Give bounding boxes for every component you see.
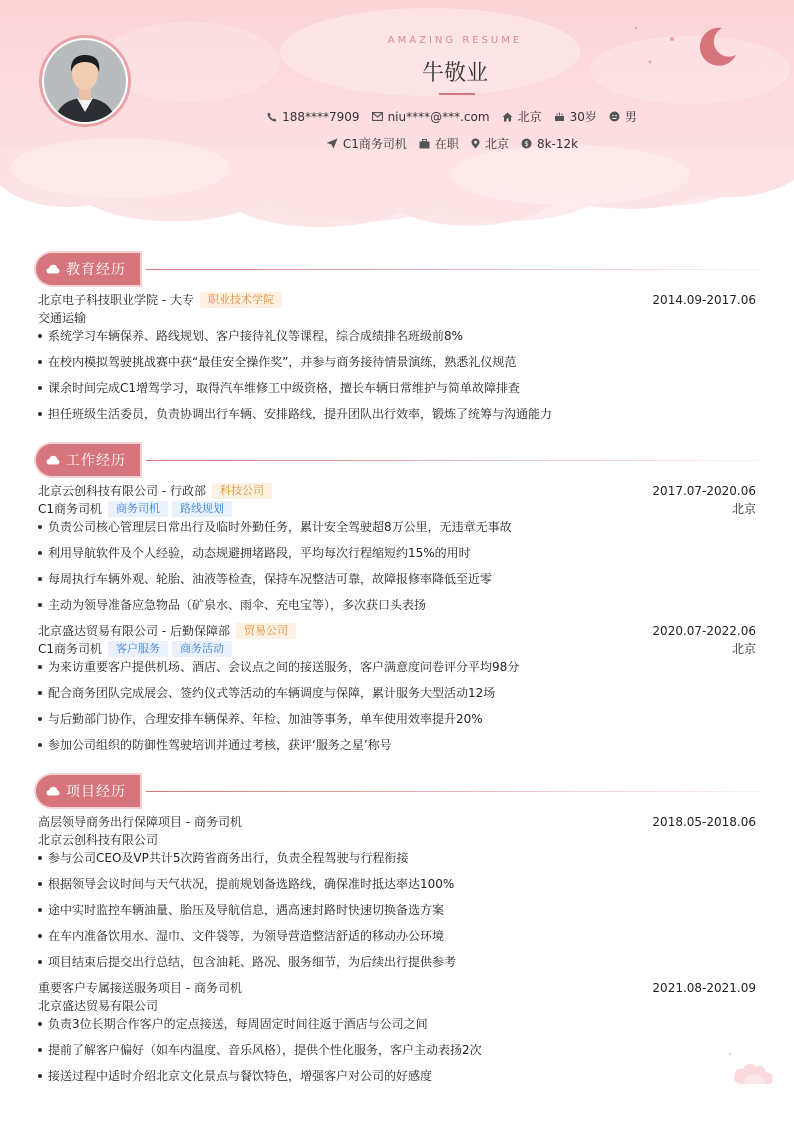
phone-info: 188****7909 — [267, 108, 359, 125]
list-item: 提前了解客户偏好（如车内温度、音乐风格），提供个性化服务，客户主动表扬2次 — [38, 1041, 756, 1067]
education-entry — [38, 291, 756, 431]
work-section-header — [36, 444, 760, 476]
decorative-cloud-icon — [726, 1048, 786, 1088]
school-type-tag: 职业技术学院 — [200, 292, 282, 308]
work-date: 2020.07-2022.06 — [652, 624, 756, 638]
company-name: 北京盛达贸易有限公司 - 后勤保障部 — [38, 624, 230, 638]
work-bullets — [38, 518, 756, 622]
project-section-title: 项目经历 — [36, 775, 140, 807]
list-item: 课余时间完成C1增驾学习，取得汽车维修工中级资格，擅长车辆日常维护与简单故障排查 — [38, 379, 756, 405]
home-city-info: 北京 — [502, 108, 542, 125]
list-item: 负责公司核心管理层日常出行及临时外勤任务，累计安全驾驶超8万公里，无违章无事故 — [38, 518, 756, 544]
section-divider — [146, 791, 760, 792]
list-item: 参与公司CEO及VP共计5次跨省商务出行，负责全程驾驶与行程衔接 — [38, 849, 756, 875]
gender-icon — [609, 111, 620, 122]
education-bullets — [38, 327, 756, 431]
gender-info: 男 — [609, 108, 637, 125]
company-name: 北京云创科技有限公司 - 行政部 — [38, 484, 206, 498]
project-name: 高层领导商务出行保障项目 - 商务司机 — [38, 815, 242, 829]
section-divider — [146, 269, 760, 270]
project-section-header — [36, 775, 760, 807]
skill-tag: 商务活动 — [172, 641, 232, 657]
work-bullets — [38, 658, 756, 762]
company-type-tag: 贸易公司 — [236, 623, 296, 639]
education-school-row — [38, 291, 756, 309]
education-major: 交通运输 — [38, 311, 87, 325]
cloud-icon — [46, 455, 60, 465]
job-intent-row — [0, 135, 794, 152]
work-date: 2017.07-2020.06 — [652, 484, 756, 498]
school-name: 北京电子科技职业学院 - 大专 — [38, 293, 194, 307]
send-icon — [326, 138, 338, 149]
list-item: 途中实时监控车辆油量、胎压及导航信息，遇高速封路时快速切换备选方案 — [38, 901, 756, 927]
section-divider — [146, 460, 760, 461]
phone-icon — [267, 112, 277, 122]
job-role: C1商务司机 — [38, 642, 103, 656]
job-title-info: C1商务司机 — [326, 135, 407, 152]
list-item: 参加公司组织的防御性驾驶培训并通过考核，获评‘服务之星’称号 — [38, 736, 756, 762]
money-icon — [521, 138, 532, 149]
project-name-row — [38, 813, 756, 831]
cloud-icon — [46, 786, 60, 796]
work-role-row — [38, 640, 756, 658]
project-company: 北京云创科技有限公司 — [38, 833, 159, 847]
skill-tag: 客户服务 — [108, 641, 168, 657]
project-entry — [38, 813, 756, 979]
project-bullets — [38, 1015, 756, 1093]
company-type-tag: 科技公司 — [212, 483, 272, 499]
job-role: C1商务司机 — [38, 502, 103, 516]
list-item: 项目结束后提交出行总结，包含油耗、路况、服务细节，为后续出行提供参考 — [38, 953, 756, 979]
work-company-row — [38, 482, 756, 500]
list-item: 每周执行车辆外观、轮胎、油液等检查，保持车况整洁可靠，故障报修率降低至近零 — [38, 570, 756, 596]
contact-row — [0, 108, 794, 125]
education-section-header — [36, 253, 760, 285]
list-item: 系统学习车辆保养、路线规划、客户接待礼仪等课程，综合成绩排名班级前8% — [38, 327, 756, 353]
work-entry — [38, 622, 756, 762]
list-item: 在车内准备饮用水、湿巾、文件袋等，为领导营造整洁舒适的移动办公环境 — [38, 927, 756, 953]
list-item: 配合商务团队完成展会、签约仪式等活动的车辆调度与保障，累计服务大型活动12场 — [38, 684, 756, 710]
list-item: 主动为领导准备应急物品（矿泉水、雨伞、充电宝等），多次获口头表扬 — [38, 596, 756, 622]
salary-info: $ 8k-12k — [521, 135, 578, 152]
project-name-row — [38, 979, 756, 997]
project-date: 2021.08-2021.09 — [652, 981, 756, 995]
project-entry — [38, 979, 756, 1093]
list-item: 在校内模拟驾驶挑战赛中获“最佳安全操作奖”，并参与商务接待情景演练，熟悉礼仪规范 — [38, 353, 756, 379]
skill-tag: 路线规划 — [172, 501, 232, 517]
work-company-row — [38, 622, 756, 640]
list-item: 根据领导会议时间与天气状况，提前规划备选路线，确保准时抵达率达100% — [38, 875, 756, 901]
job-city-info: 北京 — [471, 135, 509, 152]
age-info: 30岁 — [554, 108, 597, 125]
list-item: 负责3位长期合作客户的定点接送，每周固定时间往返于酒店与公司之间 — [38, 1015, 756, 1041]
project-name: 重要客户专属接送服务项目 - 商务司机 — [38, 981, 242, 995]
job-status-info: 在职 — [419, 135, 459, 152]
briefcase-icon — [419, 139, 430, 149]
work-section-title: 工作经历 — [36, 444, 140, 476]
work-city: 北京 — [731, 502, 756, 516]
list-item: 为来访重要客户提供机场、酒店、会议点之间的接送服务，客户满意度问卷评分平均98分 — [38, 658, 756, 684]
cloud-icon — [46, 264, 60, 274]
list-item: 接送过程中适时介绍北京文化景点与餐饮特色，增强客户对公司的好感度 — [38, 1067, 756, 1093]
svg-text:$: $ — [524, 140, 529, 149]
candidate-name: 牛敬业 — [421, 61, 488, 86]
home-icon — [502, 112, 513, 122]
project-company: 北京盛达贸易有限公司 — [38, 999, 159, 1013]
skill-tag: 商务司机 — [108, 501, 168, 517]
list-item: 与后勤部门协作，合理安排车辆保养、年检、加油等事务，单车使用效率提升20% — [38, 710, 756, 736]
list-item: 担任班级生活委员，负责协调出行车辆、安排路线，提升团队出行效率，锻炼了统筹与沟通能力 — [38, 405, 756, 431]
work-city: 北京 — [731, 642, 756, 656]
name-underline — [439, 93, 475, 95]
work-entry — [38, 482, 756, 622]
education-date: 2014.09-2017.06 — [652, 293, 756, 307]
resume-header — [0, 0, 794, 235]
email-info: niu****@***.com — [372, 108, 490, 125]
work-role-row — [38, 500, 756, 518]
mail-icon — [372, 112, 383, 121]
list-item: 利用导航软件及个人经验，动态规避拥堵路段，平均每次行程缩短约15%的用时 — [38, 544, 756, 570]
education-section-title: 教育经历 — [36, 253, 140, 285]
cake-icon — [554, 111, 565, 122]
location-icon — [471, 138, 480, 149]
project-bullets — [38, 849, 756, 979]
tagline: AMAZING RESUME — [387, 35, 523, 46]
project-date: 2018.05-2018.06 — [652, 815, 756, 829]
